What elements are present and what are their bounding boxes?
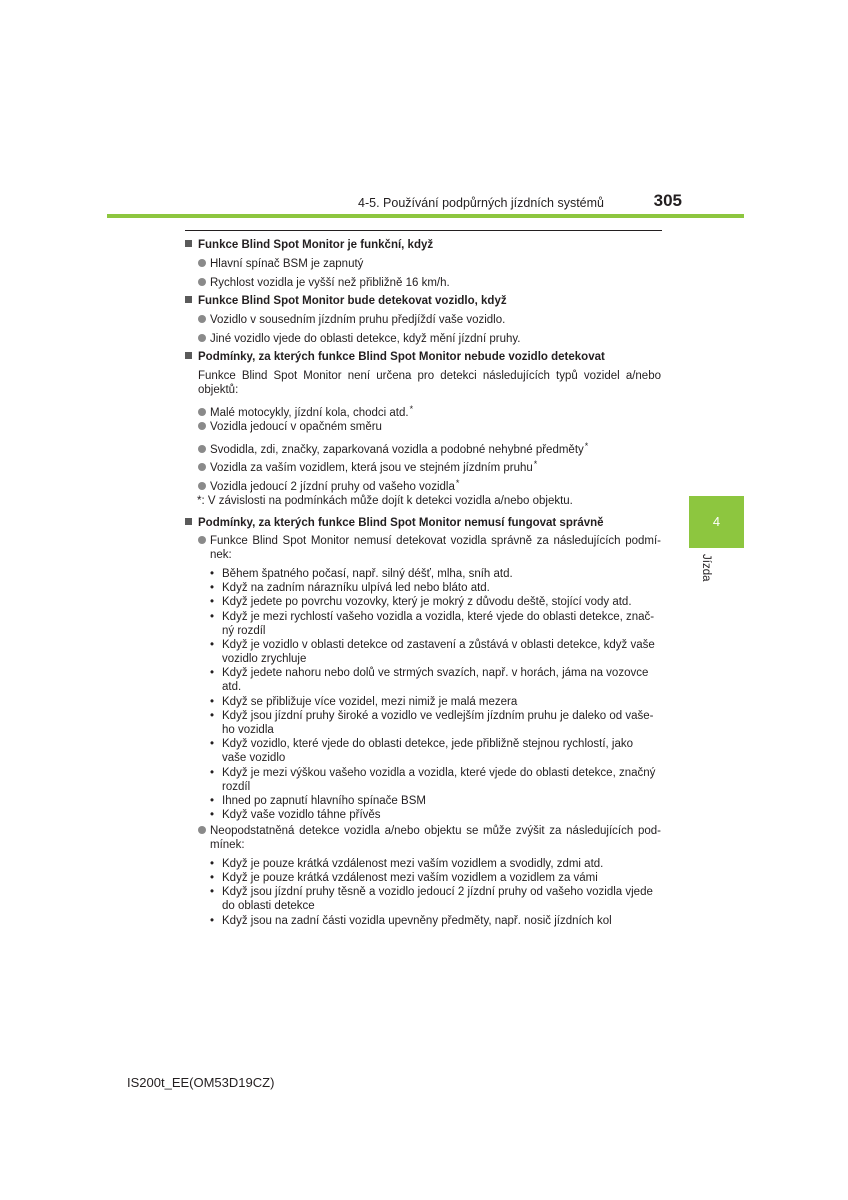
dot-bullet-icon: •	[210, 886, 215, 898]
sub-item-text: Když vaše vozidlo táhne přívěs	[222, 809, 381, 821]
sub-item	[210, 857, 603, 872]
sub-item-text: Když jsou jízdní pruhy široké a vozidlo ve vedlejším jízdním pruhu je daleko od vaše-	[222, 710, 654, 722]
sub-item-continuation: atd.	[222, 681, 242, 693]
footnote	[197, 494, 573, 509]
circle-bullet-icon	[198, 408, 206, 416]
document-code: IS200t_EE(OM53D19CZ)	[127, 1075, 275, 1090]
heading-text: Podmínky, za kterých funkce Blind Spot Monitor nemusí fungovat správně	[198, 517, 604, 529]
item-text: Vozidla jedoucí v opačném směru	[210, 421, 382, 433]
dot-bullet-icon: •	[210, 872, 215, 884]
sub-item-text: Když vozidlo, které vjede do oblasti detekce, jede přibližně stejnou rychlostí, jako	[222, 738, 634, 750]
list-item	[198, 420, 382, 435]
sub-item-text: Když jsou jízdní pruhy těsně a vozidlo jedoucí 2 jízdní pruhy od vašeho vozidla vjede	[222, 886, 653, 898]
chapter-label: Jízda	[700, 554, 712, 582]
heading-text: Funkce Blind Spot Monitor bude detekovat vozidlo, když	[198, 295, 507, 307]
circle-bullet-icon	[198, 315, 206, 323]
section-heading	[185, 238, 433, 253]
intro-text: objektů:	[198, 384, 239, 396]
section-heading	[185, 350, 605, 365]
sub-item	[210, 914, 612, 929]
sub-item	[210, 610, 654, 625]
dot-bullet-icon: •	[210, 915, 215, 927]
circle-bullet-icon	[198, 422, 206, 430]
sub-item-text: Když jsou na zadní části vozidla upevněny předměty, např. nosič jízdních kol	[222, 915, 612, 927]
sub-item	[210, 595, 632, 610]
heading-text: Funkce Blind Spot Monitor je funkční, když	[198, 239, 434, 251]
chapter-number: 4	[712, 514, 721, 529]
list-item	[198, 457, 537, 476]
list-item	[198, 276, 450, 291]
list-item	[198, 476, 459, 495]
dot-bullet-icon: •	[210, 696, 215, 708]
sub-item	[210, 666, 648, 681]
sub-item-text: Když je vozidlo v oblasti detekce od zastavení a zůstává v oblasti detekce, když vaše	[222, 639, 655, 651]
footnote-mark: *:	[197, 495, 205, 507]
section-heading	[185, 294, 507, 309]
list-item	[198, 313, 505, 328]
group-intro-text: Funkce Blind Spot Monitor nemusí detekovat vozidla správně za následujících podmí-	[210, 535, 661, 547]
heading-text: Podmínky, za kterých funkce Blind Spot Monitor nebude vozidlo detekovat	[198, 351, 605, 363]
circle-bullet-icon	[198, 463, 206, 471]
item-text: Malé motocykly, jízdní kola, chodci atd.	[210, 407, 409, 419]
page-number: 305	[653, 191, 682, 210]
sub-item-continuation: ný rozdíl	[222, 625, 266, 637]
dot-bullet-icon: •	[210, 596, 215, 608]
item-text: Svodidla, zdi, značky, zaparkovaná vozidla a podobné nehybné předměty	[210, 444, 584, 456]
sub-item	[210, 581, 490, 596]
circle-bullet-icon	[198, 826, 206, 834]
circle-bullet-icon	[198, 445, 206, 453]
sub-item	[210, 885, 653, 900]
item-text: Rychlost vozidla je vyšší než přibližně 16 km/h.	[210, 277, 450, 289]
header-rule	[107, 214, 744, 218]
group-intro: mínek:	[210, 839, 245, 851]
sub-item	[210, 766, 655, 781]
list-item	[198, 439, 588, 458]
item-text: Vozidlo v sousedním jízdním pruhu předjíždí vaše vozidlo.	[210, 314, 506, 326]
sub-item-continuation: rozdíl	[222, 781, 251, 793]
circle-bullet-icon	[198, 536, 206, 544]
sub-item	[210, 567, 513, 582]
sub-item-continuation: do oblasti detekce	[222, 900, 315, 912]
sub-item-text: Když se přibližuje více vozidel, mezi nimiž je malá mezera	[222, 696, 518, 708]
asterisk: *	[584, 441, 589, 451]
square-bullet-icon	[185, 352, 192, 359]
circle-bullet-icon	[198, 482, 206, 490]
item-text: Vozidla jedoucí 2 jízdní pruhy od vašeho vozidla	[210, 481, 455, 493]
square-bullet-icon	[185, 296, 192, 303]
sub-item-continuation: ho vozidla	[222, 724, 274, 736]
dot-bullet-icon: •	[210, 795, 215, 807]
group-intro	[198, 824, 661, 839]
circle-bullet-icon	[198, 278, 206, 286]
sub-item-text: Když jedete nahoru nebo dolů ve strmých svazích, např. v horách, jáma na vozovce	[222, 667, 649, 679]
sub-item	[210, 871, 598, 886]
section-title: 4-5. Používání podpůrných jízdních systémů	[358, 196, 604, 210]
sub-item-text: Když na zadním nárazníku ulpívá led nebo bláto atd.	[222, 582, 490, 594]
dot-bullet-icon: •	[210, 611, 215, 623]
sub-item-text: Ihned po zapnutí hlavního spínače BSM	[222, 795, 426, 807]
dot-bullet-icon: •	[210, 582, 215, 594]
square-bullet-icon	[185, 518, 192, 525]
sub-item	[210, 808, 381, 823]
sub-item-text: Když je mezi rychlostí vašeho vozidla a vozidla, které vjede do oblasti detekce, znač-	[222, 611, 655, 623]
sub-item	[210, 638, 655, 653]
sub-item-text: Když je mezi výškou vašeho vozidla a vozidla, které vjede do oblasti detekce, značný	[222, 767, 656, 779]
sub-item	[210, 737, 633, 752]
asterisk: *	[409, 404, 414, 414]
item-text: Jiné vozidlo vjede do oblasti detekce, když mění jízdní pruhy.	[210, 333, 521, 345]
sub-item-text: Když je pouze krátká vzdálenost mezi vaším vozidlem a svodidly, zdmi atd.	[222, 858, 604, 870]
item-text: Hlavní spínač BSM je zapnutý	[210, 258, 364, 270]
sub-item	[210, 794, 426, 809]
circle-bullet-icon	[198, 334, 206, 342]
section-heading	[185, 516, 604, 531]
square-bullet-icon	[185, 240, 192, 247]
dot-bullet-icon: •	[210, 858, 215, 870]
item-text: Vozidla za vaším vozidlem, která jsou ve stejném jízdním pruhu	[210, 462, 533, 474]
list-item	[198, 332, 520, 347]
sub-item	[210, 709, 653, 724]
sub-item-continuation: vaše vozidlo	[222, 752, 286, 764]
asterisk: *	[455, 478, 460, 488]
dot-bullet-icon: •	[210, 568, 215, 580]
asterisk: *	[533, 459, 538, 469]
chapter-tab	[689, 496, 744, 548]
list-item	[198, 257, 363, 272]
group-intro	[198, 534, 661, 549]
sub-item-text: Když jedete po povrchu vozovky, který je mokrý z důvodu deště, stojící vody atd.	[222, 596, 632, 608]
group-intro: nek:	[210, 549, 232, 561]
dot-bullet-icon: •	[210, 667, 215, 679]
list-item	[198, 402, 413, 421]
sub-item-text: Když je pouze krátká vzdálenost mezi vaším vozidlem a vozidlem za vámi	[222, 872, 598, 884]
dot-bullet-icon: •	[210, 738, 215, 750]
footnote-text: V závislosti na podmínkách může dojít k detekci vozidla a/nebo objektu.	[207, 495, 573, 507]
content-rule	[185, 230, 662, 231]
group-intro-text: Neopodstatněná detekce vozidla a/nebo objektu se může zvýšit za následujících pod-	[210, 825, 661, 837]
dot-bullet-icon: •	[210, 710, 215, 722]
circle-bullet-icon	[198, 259, 206, 267]
dot-bullet-icon: •	[210, 809, 215, 821]
intro-text: Funkce Blind Spot Monitor není určena pro detekci následujících typů vozidel a/nebo	[198, 370, 661, 382]
dot-bullet-icon: •	[210, 767, 215, 779]
sub-item	[210, 695, 517, 710]
sub-item-text: Během špatného počasí, např. silný déšť, mlha, sníh atd.	[222, 568, 513, 580]
dot-bullet-icon: •	[210, 639, 215, 651]
sub-item-continuation: vozidlo zrychluje	[222, 653, 307, 665]
